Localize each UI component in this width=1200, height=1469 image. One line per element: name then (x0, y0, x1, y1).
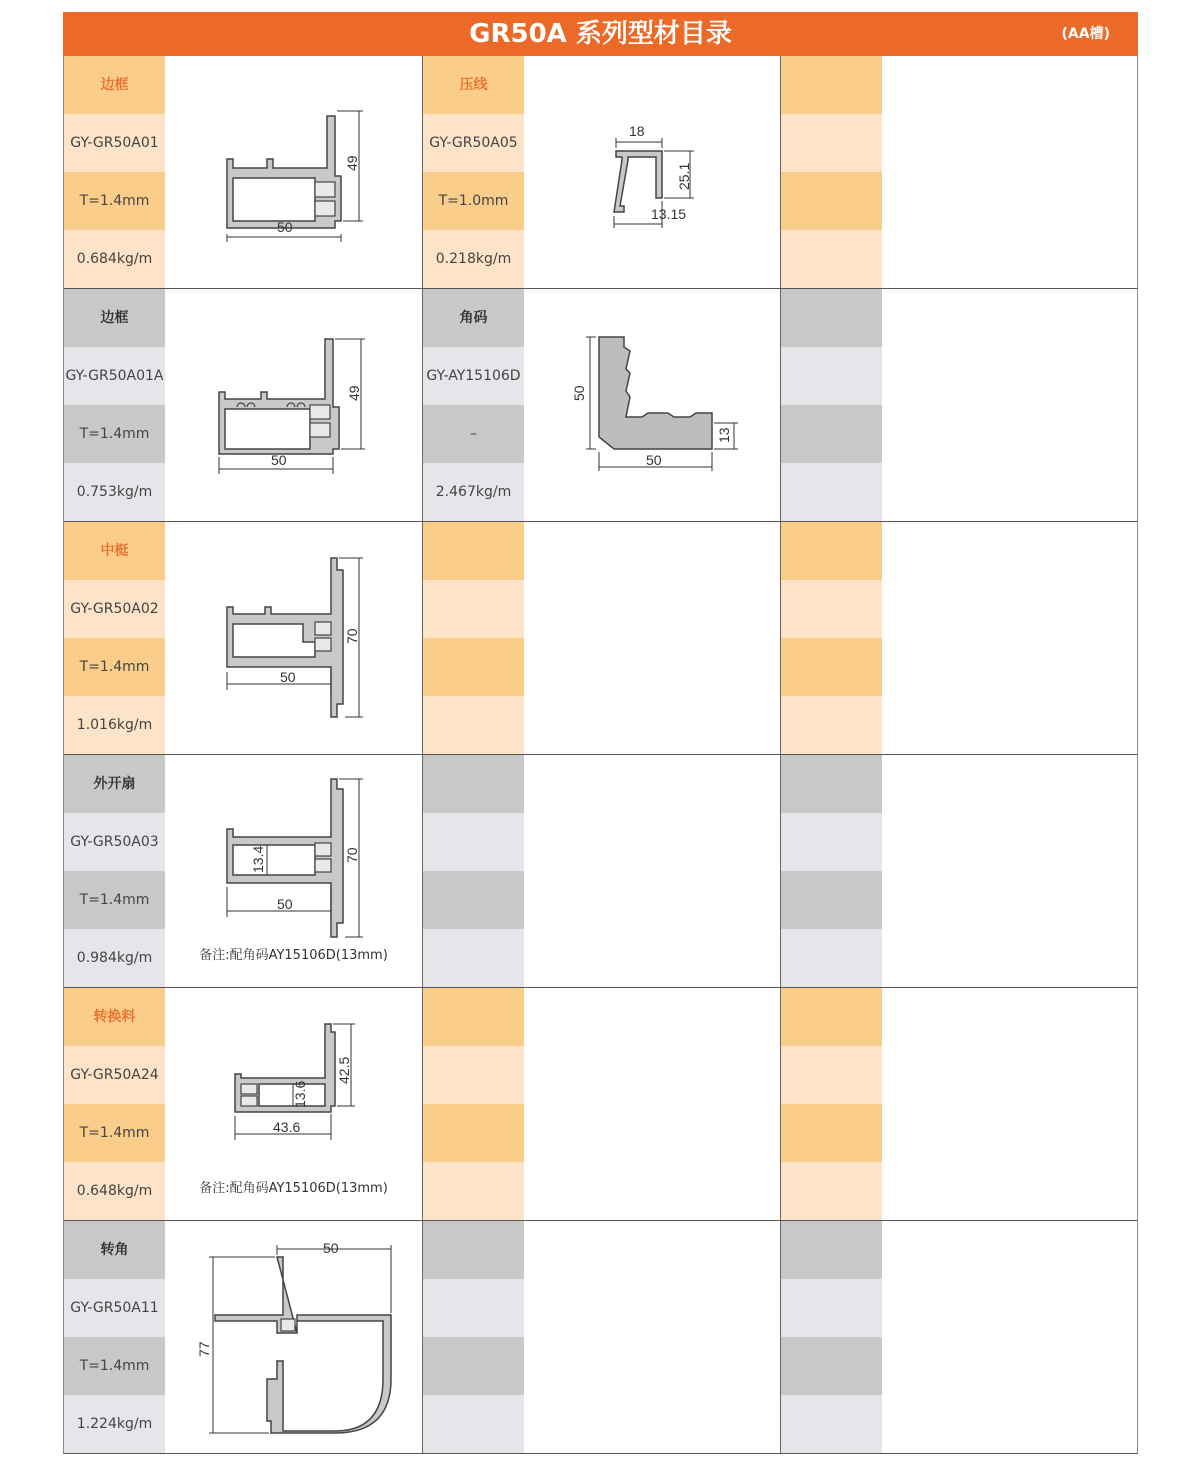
profile-name: 压线 (423, 56, 524, 114)
profile-code (781, 1046, 882, 1104)
dim-width: 18 (629, 123, 645, 139)
profile-thickness (781, 172, 882, 230)
profile-name (781, 289, 882, 347)
profile-drawing (524, 56, 781, 288)
dim-width: 50 (323, 1240, 339, 1256)
dim-height: 77 (196, 1341, 212, 1357)
profile-code: GY-GR50A01 (64, 114, 165, 172)
profile-info (423, 289, 524, 521)
dim-width: 50 (646, 452, 662, 468)
profile-info (64, 522, 165, 754)
profile-note: 备注:配角码AY15106D(13mm) (199, 1181, 388, 1196)
profile-code (781, 580, 882, 638)
catalog-row (63, 56, 1138, 289)
profile-name (781, 56, 882, 114)
profile-code: GY-GR50A01A (64, 347, 165, 405)
catalog-page (63, 12, 1138, 1454)
profile-weight (781, 929, 882, 987)
profile-code: GY-GR50A03 (64, 813, 165, 871)
profile-name: 外开扇 (64, 755, 165, 813)
profile-info (781, 988, 882, 1220)
corner-connector-svg (524, 289, 781, 521)
profile-name: 边框 (64, 289, 165, 347)
profile-info (423, 988, 524, 1220)
profile-section-svg (165, 522, 422, 754)
profile-cell (422, 56, 781, 288)
corner-profile-svg (165, 1221, 422, 1453)
profile-code (781, 813, 882, 871)
catalog-title: GR50A 系列型材目录 (469, 19, 732, 49)
profile-code: GY-GR50A02 (64, 580, 165, 638)
profile-name: 角码 (423, 289, 524, 347)
empty-cell (780, 988, 1138, 1220)
profile-name: 转换料 (64, 988, 165, 1046)
profile-note: 备注:配角码AY15106D(13mm) (199, 948, 388, 963)
dim-width: 50 (280, 669, 296, 685)
profile-name: 中梃 (64, 522, 165, 580)
profile-thickness: T=1.4mm (64, 1337, 165, 1395)
profile-thickness (781, 871, 882, 929)
dim-width: 50 (277, 219, 293, 235)
profile-code: GY-AY15106D (423, 347, 524, 405)
profile-thickness (781, 638, 882, 696)
dim-height: 42.5 (336, 1056, 352, 1084)
profile-section-svg (165, 56, 422, 288)
profile-cell (64, 56, 422, 288)
profile-code (781, 114, 882, 172)
profile-drawing (165, 289, 422, 521)
profile-thickness: T=1.4mm (64, 405, 165, 463)
profile-code: GY-GR50A05 (423, 114, 524, 172)
profile-drawing (524, 289, 781, 521)
dim-height: 25.1 (676, 162, 692, 190)
empty-cell (422, 988, 781, 1220)
profile-info (423, 522, 524, 754)
empty-cell (780, 289, 1138, 521)
profile-code: GY-GR50A24 (64, 1046, 165, 1104)
profile-info (64, 56, 165, 288)
profile-weight (781, 1395, 882, 1453)
profile-name (423, 522, 524, 580)
dim-depth: 13.15 (651, 206, 687, 222)
profile-info (423, 56, 524, 288)
dim-leg: 13 (716, 427, 732, 443)
empty-cell (780, 56, 1138, 288)
profile-thickness: T=1.4mm (64, 172, 165, 230)
catalog-row (63, 988, 1138, 1221)
profile-thickness (423, 871, 524, 929)
profile-info (64, 1221, 165, 1453)
dim-width: 43.6 (273, 1119, 301, 1135)
profile-thickness (781, 1104, 882, 1162)
dim-width: 50 (271, 452, 287, 468)
profile-thickness (423, 1104, 524, 1162)
profile-code (423, 1046, 524, 1104)
dim-height: 49 (346, 385, 362, 401)
profile-info (781, 755, 882, 987)
profile-thickness: – (423, 405, 524, 463)
profile-info (64, 988, 165, 1220)
empty-cell (780, 522, 1138, 754)
profile-section-svg (524, 56, 781, 288)
catalog-row (63, 755, 1138, 988)
empty-cell (780, 755, 1138, 987)
dim-height: 49 (344, 155, 360, 171)
profile-thickness (781, 1337, 882, 1395)
profile-info (64, 289, 165, 521)
profile-name (423, 988, 524, 1046)
dim-slot: 13.6 (292, 1080, 308, 1108)
profile-weight: 2.467kg/m (423, 463, 524, 521)
catalog-header (63, 12, 1138, 56)
profile-weight: 1.224kg/m (64, 1395, 165, 1453)
profile-weight (781, 230, 882, 288)
profile-name (781, 1221, 882, 1279)
profile-info (423, 1221, 524, 1453)
profile-info (781, 56, 882, 288)
profile-weight (423, 1162, 524, 1220)
profile-code (423, 580, 524, 638)
profile-weight (781, 463, 882, 521)
profile-drawing (165, 56, 422, 288)
profile-drawing (165, 522, 422, 754)
profile-code (781, 1279, 882, 1337)
empty-cell (422, 1221, 781, 1453)
profile-code (781, 347, 882, 405)
catalog-row (63, 289, 1138, 522)
profile-name (423, 755, 524, 813)
dim-height: 50 (571, 385, 587, 401)
profile-weight (423, 696, 524, 754)
profile-code: GY-GR50A11 (64, 1279, 165, 1337)
profile-weight: 0.753kg/m (64, 463, 165, 521)
profile-drawing (165, 988, 422, 1220)
empty-cell (422, 755, 781, 987)
profile-code (423, 813, 524, 871)
profile-info (781, 522, 882, 754)
profile-thickness (423, 638, 524, 696)
profile-weight (423, 929, 524, 987)
dim-slot: 13.4 (250, 845, 266, 873)
slot-type-label: (AA槽) (1061, 26, 1110, 42)
profile-info (781, 1221, 882, 1453)
profile-weight (423, 1395, 524, 1453)
profile-cell (64, 289, 422, 521)
profile-weight (781, 696, 882, 754)
profile-cell (64, 1221, 422, 1453)
profile-thickness (781, 405, 882, 463)
profile-thickness: T=1.4mm (64, 1104, 165, 1162)
catalog-row (63, 1221, 1138, 1454)
profile-weight: 0.218kg/m (423, 230, 524, 288)
empty-cell (422, 522, 781, 754)
dim-height: 70 (344, 847, 360, 863)
dim-height: 70 (344, 628, 360, 644)
profile-weight: 0.648kg/m (64, 1162, 165, 1220)
profile-name (781, 988, 882, 1046)
profile-thickness: T=1.4mm (64, 871, 165, 929)
profile-info (64, 755, 165, 987)
profile-thickness: T=1.0mm (423, 172, 524, 230)
profile-thickness: T=1.4mm (64, 638, 165, 696)
profile-cell (64, 522, 422, 754)
profile-info (781, 289, 882, 521)
profile-weight: 0.684kg/m (64, 230, 165, 288)
profile-cell (64, 755, 422, 987)
profile-code (423, 1279, 524, 1337)
profile-drawing (165, 755, 422, 987)
profile-name: 转角 (64, 1221, 165, 1279)
profile-cell (64, 988, 422, 1220)
profile-cell (422, 289, 781, 521)
profile-weight (781, 1162, 882, 1220)
profile-drawing (165, 1221, 422, 1453)
catalog-row (63, 522, 1138, 755)
profile-section-svg (165, 289, 422, 521)
profile-name (423, 1221, 524, 1279)
profile-name: 边框 (64, 56, 165, 114)
dim-width: 50 (277, 896, 293, 912)
profile-name (781, 522, 882, 580)
profile-weight: 1.016kg/m (64, 696, 165, 754)
empty-cell (780, 1221, 1138, 1453)
profile-info (423, 755, 524, 987)
profile-name (781, 755, 882, 813)
profile-thickness (423, 1337, 524, 1395)
profile-weight: 0.984kg/m (64, 929, 165, 987)
